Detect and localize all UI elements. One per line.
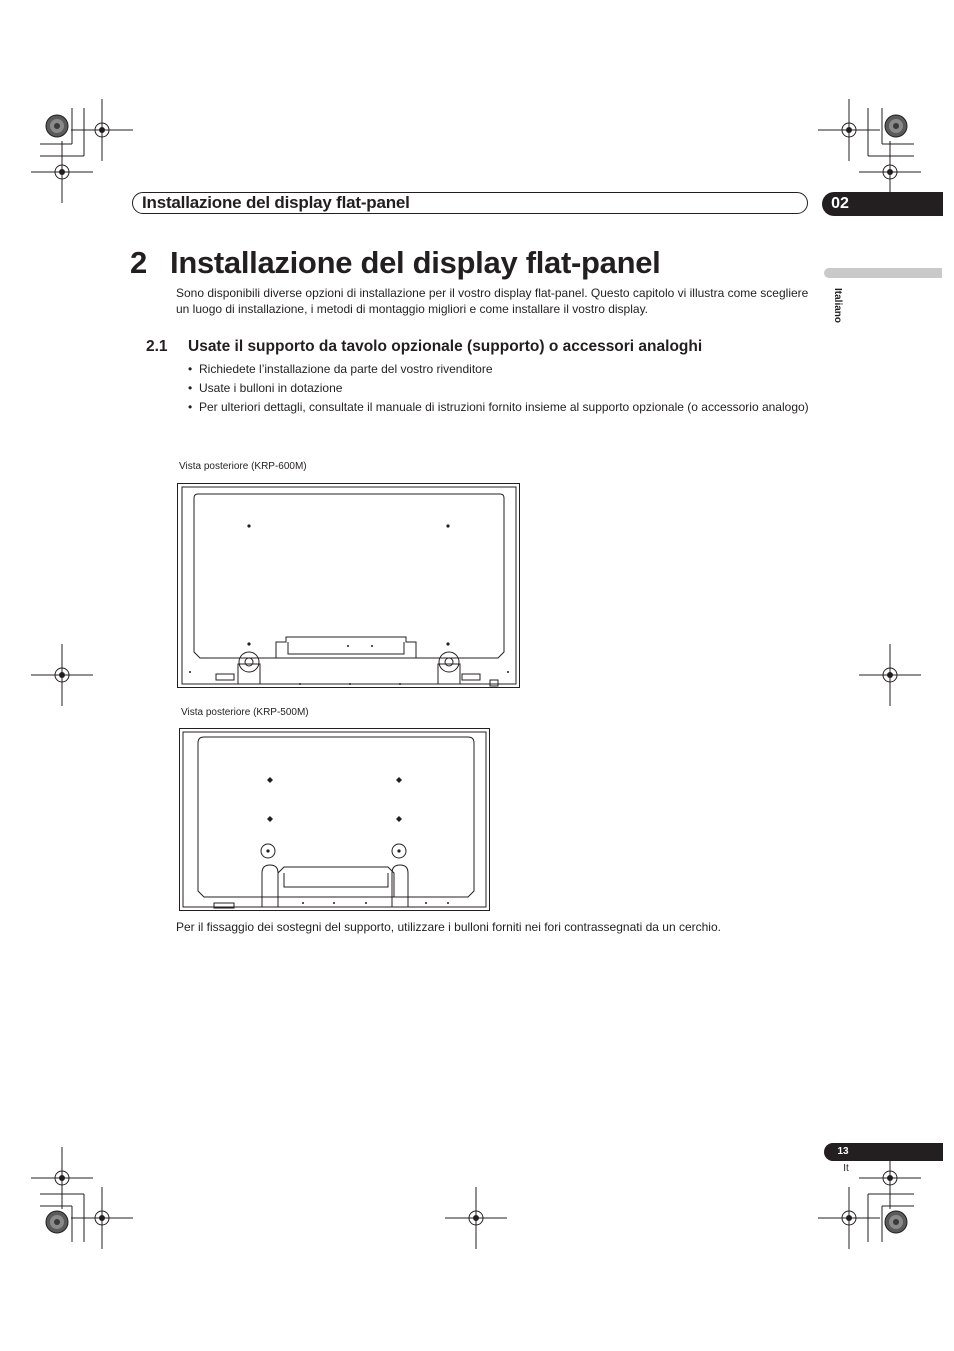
closing-note: Per il fissaggio dei sostegni del supporto, utilizzare i bulloni forniti nei fori contrassegnati da un cerchio. [176,920,721,934]
registration-cross-icon [445,1187,507,1249]
color-target-icon [46,1211,68,1233]
list-item: • Usate i bulloni in dotazione [188,381,343,395]
bullet-list [188,361,818,418]
color-target-icon [885,1211,907,1233]
page-language-code: It [843,1163,849,1174]
section-number: 2.1 [146,338,168,355]
running-header-title: Installazione del display flat-panel [142,193,410,212]
chapter-badge-number: 02 [831,195,849,212]
bullet-symbol: • [188,381,193,395]
chapter-title [130,243,660,283]
chapter-title-text: Installazione del display flat-panel [170,245,661,280]
list-item: • Richiedete l’installazione da parte del vostro rivenditore [188,362,493,376]
registration-cross-icon [818,1187,880,1249]
rear-view-krp600m-diagram [176,482,522,690]
chapter-intro: Sono disponibili diverse opzioni di installazione per il vostro display flat-panel. Questo capitolo vi illustra come scegliere un luogo di installazione, i metodi di montaggio migliori e come installare il vostro display. [176,286,809,316]
figure-caption-krp600m: Vista posteriore (KRP-600M) [179,461,307,472]
language-tab [824,268,942,278]
registration-cross-icon [71,99,133,161]
registration-cross-icon [31,644,93,706]
registration-cross-icon [859,644,921,706]
figure-caption-krp500m: Vista posteriore (KRP-500M) [181,707,309,718]
bullet-symbol: • [188,400,193,414]
registration-cross-icon [71,1187,133,1249]
list-item: • Per ulteriori dettagli, consultate il manuale di istruzioni fornito insieme al supporto opzionale (o accessorio analogo) [188,400,809,414]
section-title-text: Usate il supporto da tavolo opzionale (supporto) o accessori analoghi [188,338,703,355]
color-target-icon [885,115,907,137]
registration-cross-icon [818,99,880,161]
chapter-number: 2 [130,245,147,280]
page-number: 13 [837,1146,849,1157]
language-tab-label: Italiano [832,288,843,324]
color-target-icon [46,115,68,137]
bullet-symbol: • [188,362,193,376]
rear-view-krp500m-diagram [178,727,492,913]
section-heading [146,337,702,357]
